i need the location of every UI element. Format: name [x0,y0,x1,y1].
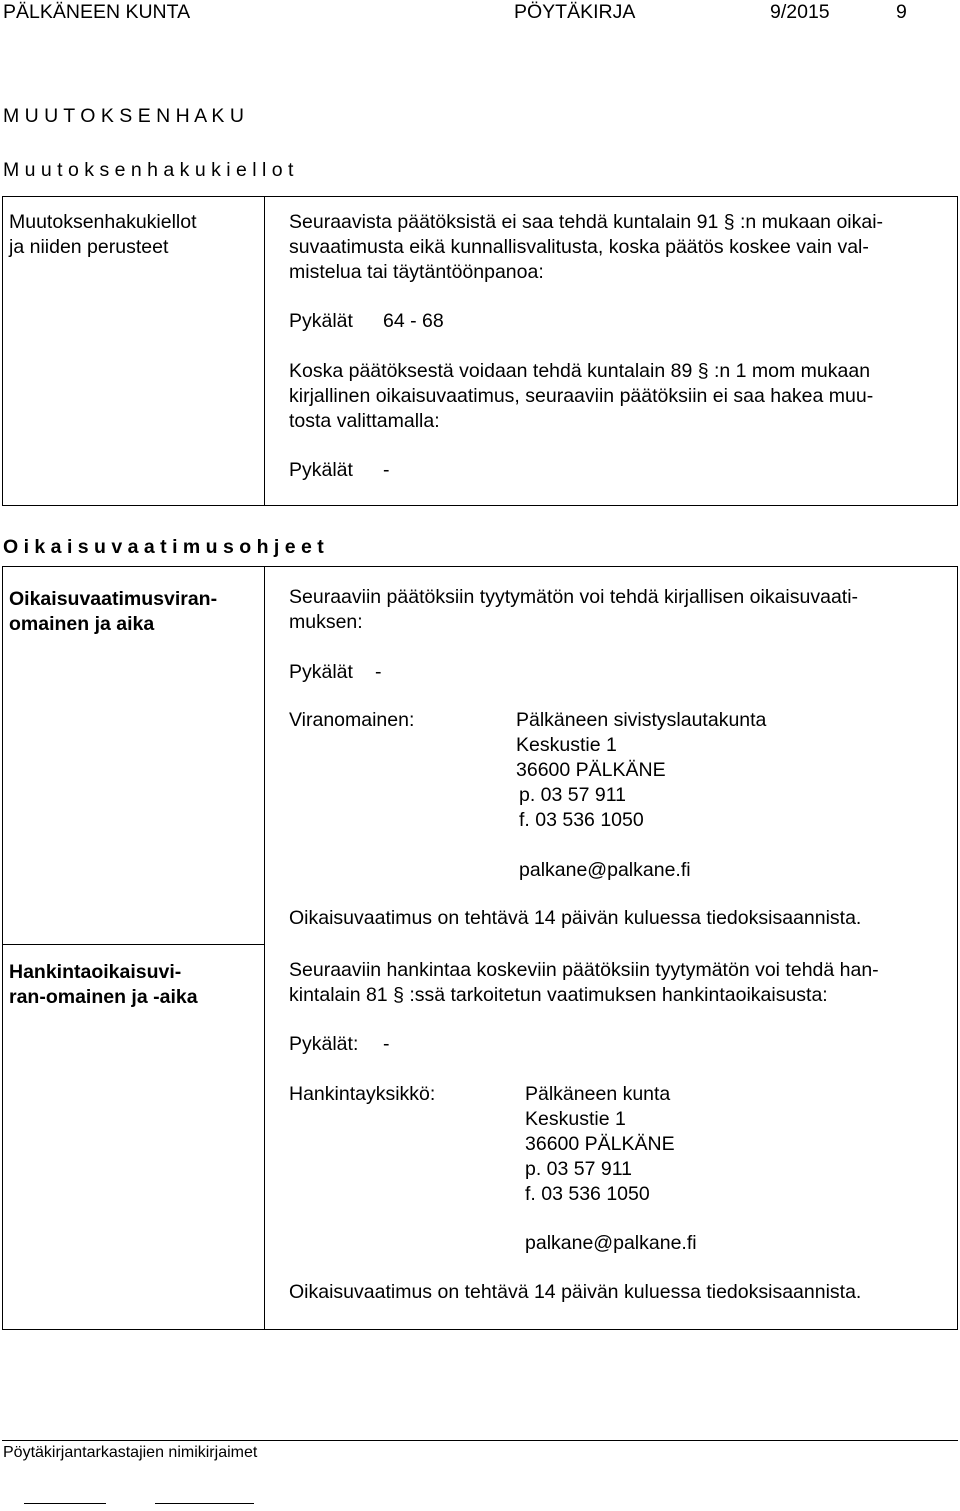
footer-rule [2,1440,958,1441]
section2-label-line2: omainen ja aika [9,613,155,635]
section2-label-line1: Oikaisuvaatimusviran- [9,588,218,610]
section1-para1-line3: mistelua tai täytäntöönpanoa: [289,261,544,283]
section3-unit-email[interactable]: palkane@palkane.fi [525,1232,697,1254]
footer-label: Pöytäkirjantarkastajien nimikirjaimet [3,1444,258,1461]
header-doc-type: PÖYTÄKIRJA [514,1,636,23]
section2-deadline: Oikaisuvaatimus on tehtävä 14 päivän kuluessa tiedoksisaannista. [289,907,862,929]
section3-para1-line1: Seuraaviin hankintaa koskeviin päätöksiin tyytymätön voi tehdä han- [289,959,879,981]
section3-unit-phone: p. 03 57 911 [525,1158,632,1180]
section2-authority-phone: p. 03 57 911 [519,784,626,806]
section3-para1-line2: kintalain 81 § :ssä tarkoitetun vaatimuksen hankintaoikaisusta: [289,984,828,1006]
section1-label-line1: Muutoksenhakukiellot [9,211,197,233]
header-org: PÄLKÄNEEN KUNTA [3,1,191,23]
section1-para1-line1: Seuraavista päätöksistä ei saa tehdä kuntalain 91 § :n mukaan oikai- [289,211,884,233]
header-doc-number: 9/2015 [770,1,830,23]
section3-label-line1: Hankintaoikaisuvi- [9,961,182,983]
section3-unit-street: Keskustie 1 [525,1108,626,1130]
section3-pykalat-label: Pykälät: [289,1033,359,1055]
section1-pykalat1-value: 64 - 68 [383,310,444,332]
section1-pykalat2-value: - [383,459,390,481]
section3-left-separator [2,944,265,945]
section1-para1-line2: suvaatimusta eikä kunnallisvalitusta, koska päätös koskee vain val- [289,236,869,258]
section1-pykalat1-label: Pykälät [289,310,353,332]
section2-authority-postal: 36600 PÄLKÄNE [516,759,666,781]
section1-label-line2: ja niiden perusteet [9,236,169,258]
section2-pykalat-label: Pykälät [289,661,353,683]
section3-unit-postal: 36600 PÄLKÄNE [525,1133,675,1155]
section3-label-line2: ran-omainen ja -aika [9,986,198,1008]
initials-line-2 [155,1503,254,1504]
section3-unit-label: Hankintayksikkö: [289,1083,436,1105]
section-title-muutoksenhakukiellot: M u u t o k s e n h a k u k i e l l o t [3,159,294,181]
section3-pykalat-value: - [383,1033,390,1055]
section-title-oikaisuvaatimusohjeet: O i k a i s u v a a t i m u s o h j e e t [3,536,324,558]
section1-divider [264,196,265,506]
section1-para2-line3: tosta valittamalla: [289,410,440,432]
section1-para2-line2: kirjallinen oikaisuvaatimus, seuraaviin päätöksiin ei saa hakea muu- [289,385,874,407]
section2-authority-label: Viranomainen: [289,709,415,731]
section2-pykalat-value: - [375,661,382,683]
section3-unit-fax: f. 03 536 1050 [525,1183,650,1205]
initials-line-1 [24,1503,106,1504]
section2-authority-email[interactable]: palkane@palkane.fi [519,859,691,881]
main-heading: M U U T O K S E N H A K U [3,105,244,127]
section2-authority-fax: f. 03 536 1050 [519,809,644,831]
section3-unit-name: Pälkäneen kunta [525,1083,671,1105]
section1-pykalat2-label: Pykälät [289,459,353,481]
section2-divider [264,566,265,1330]
section2-para1-line1: Seuraaviin päätöksiin tyytymätön voi tehdä kirjallisen oikaisuvaati- [289,586,859,608]
section2-authority-name: Pälkäneen sivistyslautakunta [516,709,767,731]
section2-para1-line2: muksen: [289,611,363,633]
section2-box [2,566,958,1330]
header-page-number: 9 [896,1,907,23]
section2-authority-street: Keskustie 1 [516,734,617,756]
section3-deadline: Oikaisuvaatimus on tehtävä 14 päivän kuluessa tiedoksisaannista. [289,1281,862,1303]
section1-para2-line1: Koska päätöksestä voidaan tehdä kuntalain 89 § :n 1 mom mukaan [289,360,871,382]
